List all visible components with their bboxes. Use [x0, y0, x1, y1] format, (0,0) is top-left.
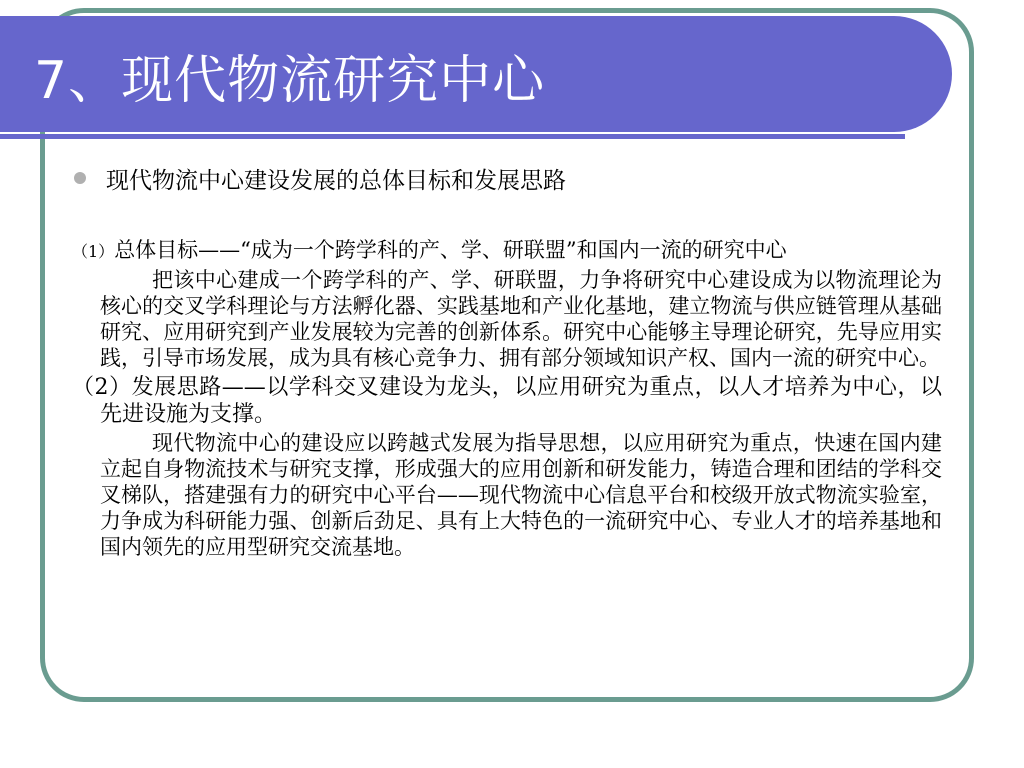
section-1-marker: （1） — [72, 242, 115, 261]
title-underline — [0, 134, 905, 139]
slide-content — [72, 150, 942, 560]
bullet-text: 现代物流中心建设发展的总体目标和发展思路 — [106, 168, 566, 194]
bullet-item — [72, 150, 942, 206]
bullet-dot-icon — [74, 172, 86, 184]
section-2-body: 现代物流中心的建设应以跨越式发展为指导思想，以应用研究为重点，快速在国内建立起自身物流技术与研究支撑，形成强大的应用创新和研发能力，铸造合理和团结的学科交叉梯队，搭建强有力的研究中心平台——现代物流中心信息平台和校级开放式物流实验室，力争成为科研能力强、创新后劲足、具有上大特色的一流研究中心、专业人才的培养基地和国内领先的应用型研究交流基地。 — [100, 431, 942, 559]
title-bar — [0, 16, 952, 132]
section-1-body: 把该中心建成一个跨学科的产、学、研联盟，力争将研究中心建设成为以物流理论为核心的交叉学科理论与方法孵化器、实践基地和产业化基地，建立物流与供应链管理从基础研究、应用研究到产业发展较为完善的创新体系。研究中心能够主导理论研究，先导应用实践，引导市场发展，成为具有核心竞争力、拥有部分领域知识产权、国内一流的研究中心。 — [100, 268, 942, 370]
slide-title: 7、现代物流研究中心 — [34, 51, 546, 111]
section-2-marker: （2） — [72, 375, 132, 400]
section-2-heading-text: 发展思路——以学科交叉建设为龙头，以应用研究为重点，以人才培养为中心，以先进设施为支撑。 — [100, 375, 942, 427]
section-1-heading — [72, 237, 942, 265]
section-2-heading — [72, 374, 942, 428]
section-1-heading-text: 总体目标——“成为一个跨学科的产、学、研联盟”和国内一流的研究中心 — [114, 238, 787, 262]
